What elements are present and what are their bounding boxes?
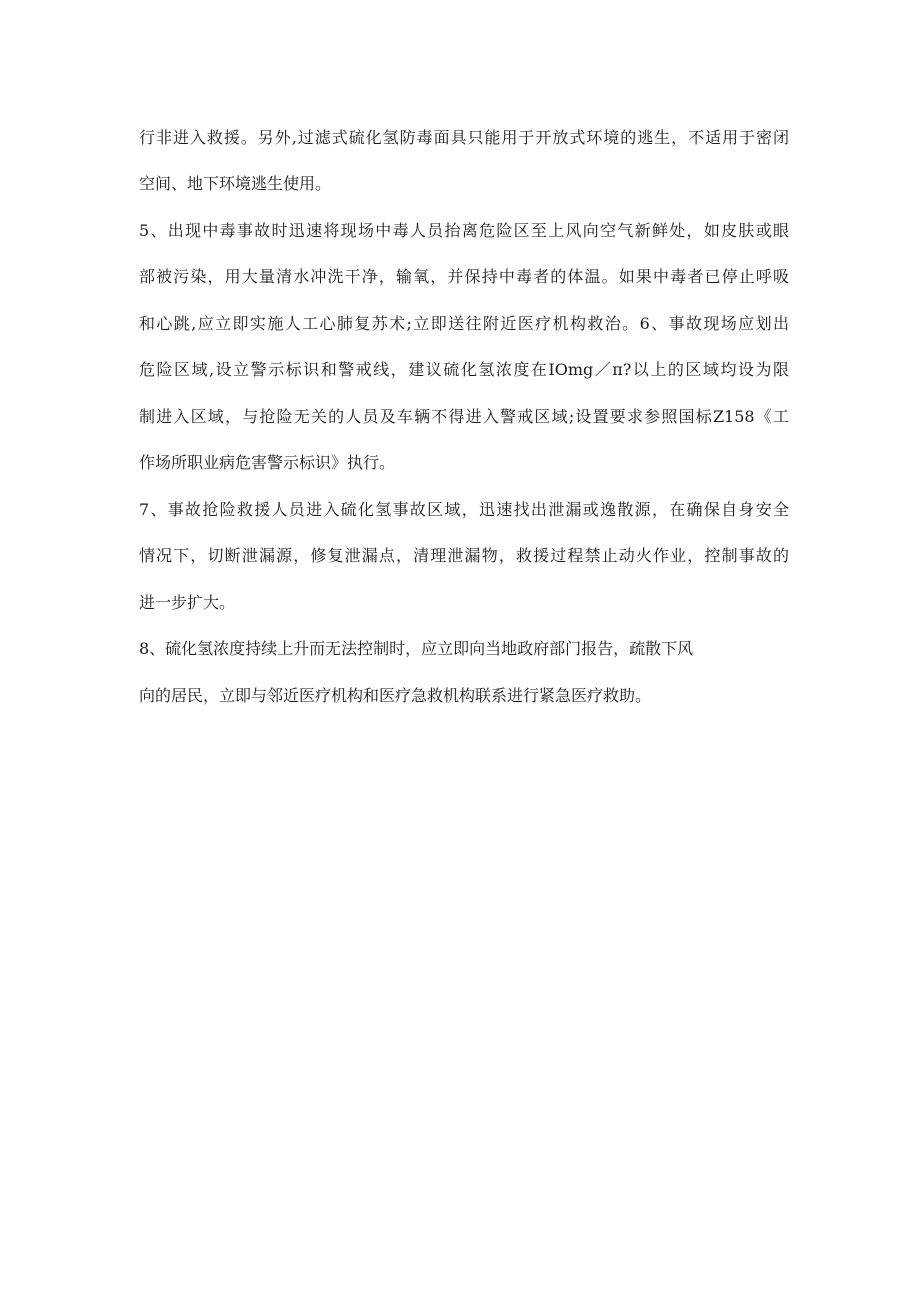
text-line: 制进入区域，与抢险无关的人员及车辆不得进入警戒区域;设置要求参照国标Z158《工 <box>139 407 789 426</box>
text-line: 情况下，切断泄漏源，修复泄漏点，清理泄漏物，救援过程禁止动火作业，控制事故的 <box>139 546 789 565</box>
text-line: 作场所职业病危害警示标识》执行。 <box>139 453 396 472</box>
text-line: 行非进入救援。另外,过滤式硫化氢防毒面具只能用于开放式环境的逃生，不适用于密闭 <box>139 128 789 147</box>
text-line: 向的居民，立即与邻近医疗机构和医疗急救机构联系进行紧急医疗救助。 <box>139 686 652 705</box>
text-line: 进一步扩大。 <box>139 593 236 612</box>
text-line: 危险区域,设立警示标识和警戒线，建议硫化氢浓度在IOmg／π?以上的区域均设为限 <box>139 360 789 379</box>
text-line: 5、出现中毒事故时迅速将现场中毒人员抬离危险区至上风向空气新鲜处，如皮肤或眼 <box>139 221 789 240</box>
text-line: 8、硫化氢浓度持续上升而无法控制时，应立即向当地政府部门报告，疏散下风 <box>139 639 694 658</box>
text-line: 空间、地下环境逃生使用。 <box>139 174 332 193</box>
text-line: 7、事故抢险救援人员进入硫化氢事故区域，迅速找出泄漏或逸散源，在确保自身安全 <box>139 500 789 519</box>
text-line: 部被污染，用大量清水冲洗干净，输氧，并保持中毒者的体温。如果中毒者已停止呼吸 <box>139 267 789 286</box>
text-line: 和心跳,应立即实施人工心肺复苏术;立即送往附近医疗机构救治。6、事故现场应划出 <box>139 314 789 333</box>
